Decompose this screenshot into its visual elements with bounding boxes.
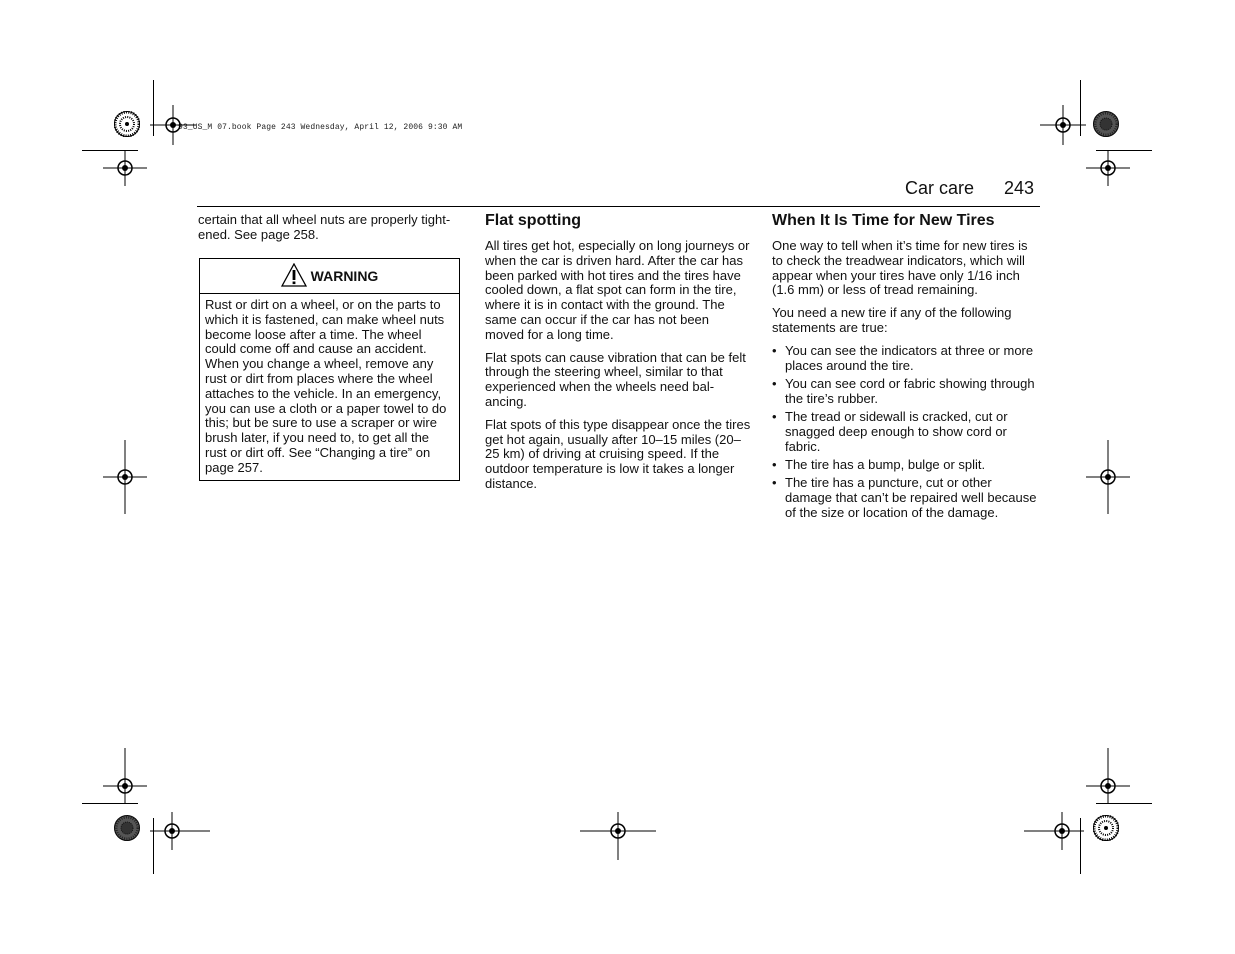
registration-mark-icon [150,105,196,145]
page-number: 243 [1004,178,1035,198]
flat-spotting-heading: Flat spotting [485,212,581,229]
list-item: • You can see the indicators at three or more places around the tire. [772,342,1034,373]
warning-triangle-icon [281,263,307,290]
paragraph: Flat spots can cause vibration that can be felt through the steering wheel, similar to that experienced when the wheels need bal-ancing. [485,349,746,409]
column-1 [198,213,464,243]
registration-mark-icon [1086,150,1130,186]
header-rule [197,206,1040,207]
paragraph: Flat spots of this type disappear once the tires get hot again, usually after 10–15 miles (20–25 km) of driving at cruising speed. If the outdoor temperature is low it takes a longer distance. [485,416,751,491]
registration-mark-icon [1024,812,1084,850]
column-3 [772,211,1038,524]
bullet-icon: • [772,375,777,391]
registration-mark-icon [1086,440,1130,514]
registration-mark-icon [103,440,147,514]
new-tires-heading: When It Is Time for New Tires [772,212,995,229]
registration-mark-icon [580,812,656,860]
warning-text: Rust or dirt on a wheel, or on the parts to which it is fastened, can make wheel nuts become loose after a time. The wheel could come off and cause an accident. When you change a wheel, remove any rust or dirt from places where the wheel attaches to the vehicle. In an emergency, you can use a cloth or a paper towel to do this; but be sure to use a scraper or wire brush later, if you need to, to get all the rust or dirt off. See “Changing a tire” on page 257. [205,297,447,475]
warning-title: WARNING [310,268,379,284]
rosette-mark-icon [114,111,140,137]
bullet-icon: • [772,456,777,472]
continuation-paragraph: certain that all wheel nuts are properly tight-ened. See page 258. [198,212,451,242]
list-item: • You can see cord or fabric showing through the tire’s rubber. [772,375,1035,406]
rosette-mark-icon [1093,815,1119,841]
list-item: • The tire has a puncture, cut or other damage that can’t be repaired well because of the size or location of the damage. [772,475,1037,520]
paragraph: One way to tell when it’s time for new tires is to check the treadwear indicators, which will appear when your tires have only 1/16 inch (1.6 mm) or less of tread remaining. [772,238,1028,298]
paragraph: You need a new tire if any of the following statements are true: [772,305,1012,335]
warning-box [199,258,460,481]
rosette-mark-icon [1093,111,1119,137]
bullet-icon: • [772,408,777,424]
bullet-icon: • [772,475,777,491]
warning-header [200,259,459,294]
rosette-mark-icon [114,815,140,841]
print-slug: 93_US_M 07.book Page 243 Wednesday, April 12, 2006 9:30 AM [178,123,463,132]
list-item: • The tread or sidewall is cracked, cut or snagged deep enough to show cord or fabric. [772,408,1008,454]
section-title: Car care [905,178,975,198]
bullet-icon: • [772,342,777,358]
registration-mark-icon [150,812,210,850]
paragraph: All tires get hot, especially on long journeys or when the car is driven hard. After the car has been parked with hot tires and the tires have cooled down, a flat spot can form in the tire, where it is in contact with the ground. The same can occur if the car has not been moved for a long time. [485,238,750,342]
registration-mark-icon [1040,105,1086,145]
column-2 [485,211,751,492]
registration-mark-icon [1086,748,1130,804]
registration-mark-icon [103,748,147,804]
list-item: • The tire has a bump, bulge or split. [772,456,986,472]
tire-condition-list [772,344,1038,521]
registration-mark-icon [103,150,147,186]
